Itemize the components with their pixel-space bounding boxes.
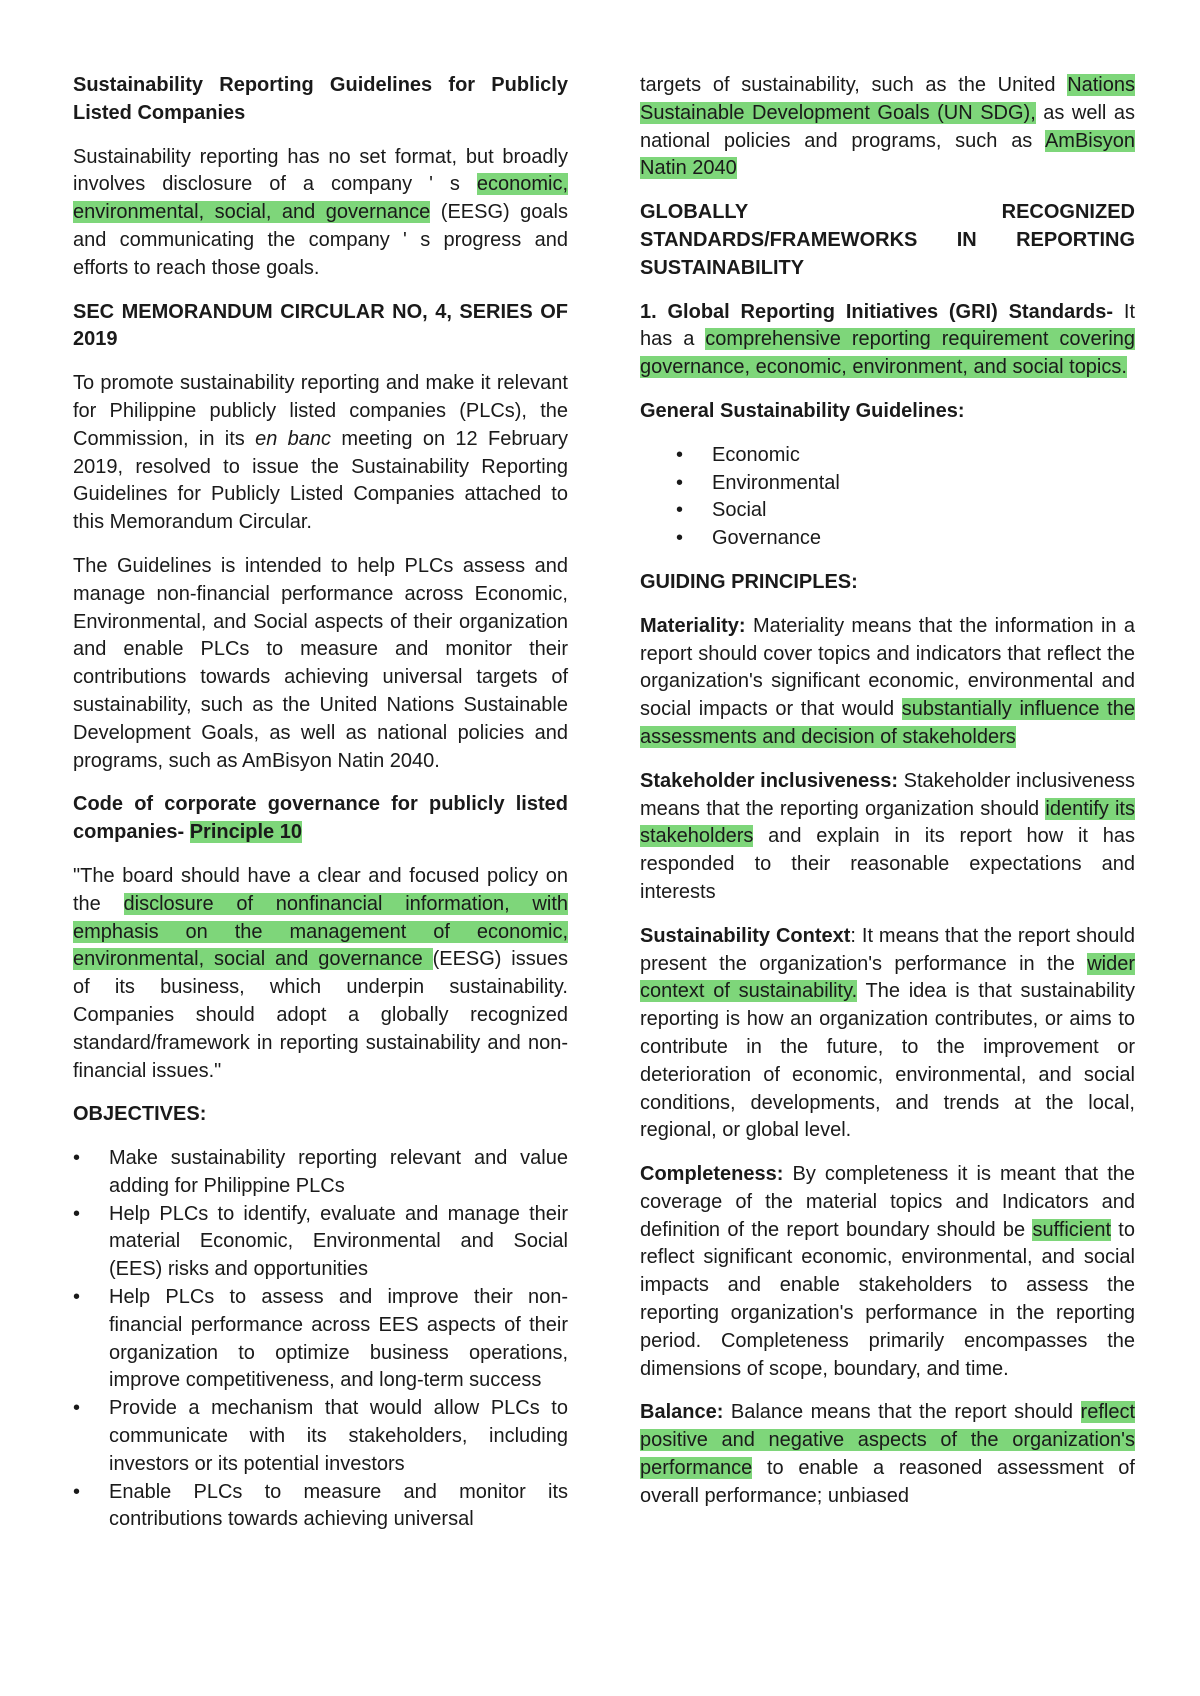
highlight: AmBisyon Natin 2040 [640,129,1135,180]
highlight: substantially influence the assessments and decision of stakeholders [640,698,1135,748]
highlight: identify its stakeholders [640,797,1135,848]
list-item: • Help PLCs to assess and improve their non-financial performance across EES aspects of their organization to optimize business operations, improve competitiveness, and long-term success [73,1284,568,1395]
list-item: • Economic [640,442,1135,470]
stakeholder-paragraph: Stakeholder inclusiveness: Stakeholder inclusiveness means that the reporting organization should identify its stakeholders and explain in its report how it has responded to their reasonable expectations and interests [640,769,1136,903]
objectives-heading: OBJECTIVES: [73,1103,207,1126]
list-item: • Help PLCs to identify, evaluate and manage their material Economic, Environmental and Social (EES) risks and opportunities [73,1201,568,1284]
balance-paragraph: Balance: Balance means that the report should reflect positive and negative aspects of the organization's performance to enable a reasoned assessment of overall performance; unbiased [640,1401,1135,1507]
highlight: reflect positive and negative aspects of the organization's performance [640,1401,1135,1480]
sec-circular-heading: SEC MEMORANDUM CIRCULAR NO, 4, SERIES OF 2019 [73,300,568,351]
gri-paragraph: 1. Global Reporting Initiatives (GRI) Standards- It has a comprehensive reporting requirement covering governance, economic, environment, and social topics. [640,300,1136,379]
global-standards-heading: GLOBALLY RECOGNIZED STANDARDS/FRAMEWORKS IN REPORTING SUSTAINABILITY [640,201,1135,279]
guiding-principles-heading: GUIDING PRINCIPLES: [640,570,858,593]
highlight: sufficient [1032,1218,1112,1241]
list-item: • Governance [640,525,1135,553]
left-column [73,72,568,1550]
highlight: wider context of sustainability. [640,952,1135,1003]
code-heading: Code of corporate governance for publicly listed companies- Principle 10 [73,793,568,844]
right-column [640,72,1135,1511]
continued-paragraph: targets of sustainability, such as the United Nations Sustainable Development Goals (UN SDG), as well as national policies and programs, such as AmBisyon Natin 2040 [640,74,1135,180]
general-guidelines-list [640,442,1135,553]
list-item: • Environmental [640,470,1135,498]
highlight: economic, environmental, social, and governance [73,173,568,224]
list-item: • Social [640,497,1135,525]
guidelines-paragraph: The Guidelines is intended to help PLCs assess and manage non-financial performance across Economic, Environmental, and Social aspects of their organization and enable PLCs to measure and monitor their contributions towards achieving universal targets of sustainability, such as the United Nations Sustainable Development Goals, as well as national policies and programs, such as AmBisyon Natin 2040. [73,554,568,772]
materiality-paragraph: Materiality: Materiality means that the information in a report should cover topics and indicators that reflect the organization's significant economic, environmental and social impacts or that would substantially influence the assessments and decision of stakeholders [640,614,1135,748]
list-item: • Make sustainability reporting relevant and value adding for Philippine PLCs [73,1145,568,1201]
highlight: Principle 10 [189,821,302,844]
highlight: disclosure of nonfinancial information, with emphasis on the management of economic, environmental, social and governance [73,892,568,971]
list-item: • Enable PLCs to measure and monitor its contributions towards achieving universal [73,1479,568,1535]
general-guidelines-heading: General Sustainability Guidelines: [640,399,965,422]
intro-paragraph: Sustainability reporting has no set format, but broadly involves disclosure of a company ' s economic, environmental, social, and governance (EESG) goals and communicating the company ' s progress and efforts to reach those goals. [73,145,568,279]
context-paragraph: Sustainability Context: It means that the report should present the organization's performance in the wider context of sustainability. The idea is that sustainability reporting is how an organization contributes, or aims to contribute in the future, to the improvement or deterioration of economic, environmental, and social conditions, developments, and trends at the local, regional, or global level. [640,924,1135,1142]
board-quote: "The board should have a clear and focused policy on the disclosure of nonfinancial information, with emphasis on the management of economic, environmental, social and governance (EESG) issues of its business, which underpin sustainability. Companies should adopt a globally recognized standard/framework in reporting sustainability and non-financial issues." [73,864,568,1082]
highlight: comprehensive reporting requirement covering governance, economic, environment, and social topics. [640,328,1136,379]
document-title: Sustainability Reporting Guidelines for Publicly Listed Companies [73,74,568,124]
highlight: Nations Sustainable Development Goals (UN SDG), [640,74,1135,124]
objectives-list [73,1145,568,1534]
promote-paragraph: To promote sustainability reporting and make it relevant for Philippine publicly listed companies (PLCs), the Commission, in its en banc meeting on 12 February 2019, resolved to issue the Sustainability Reporting Guidelines for Publicly Listed Companies attached to this Memorandum Circular. [73,372,569,534]
completeness-paragraph: Completeness: By completeness it is meant that the coverage of the material topics and Indicators and definition of the report boundary should be sufficient to reflect significant economic, environmental, and social impacts and enable stakeholders to assess the reporting organization's performance in the reporting period. Completeness primarily encompasses the dimensions of scope, boundary, and time. [640,1163,1135,1380]
list-item: • Provide a mechanism that would allow PLCs to communicate with its stakeholders, including investors or its potential investors [73,1395,568,1478]
